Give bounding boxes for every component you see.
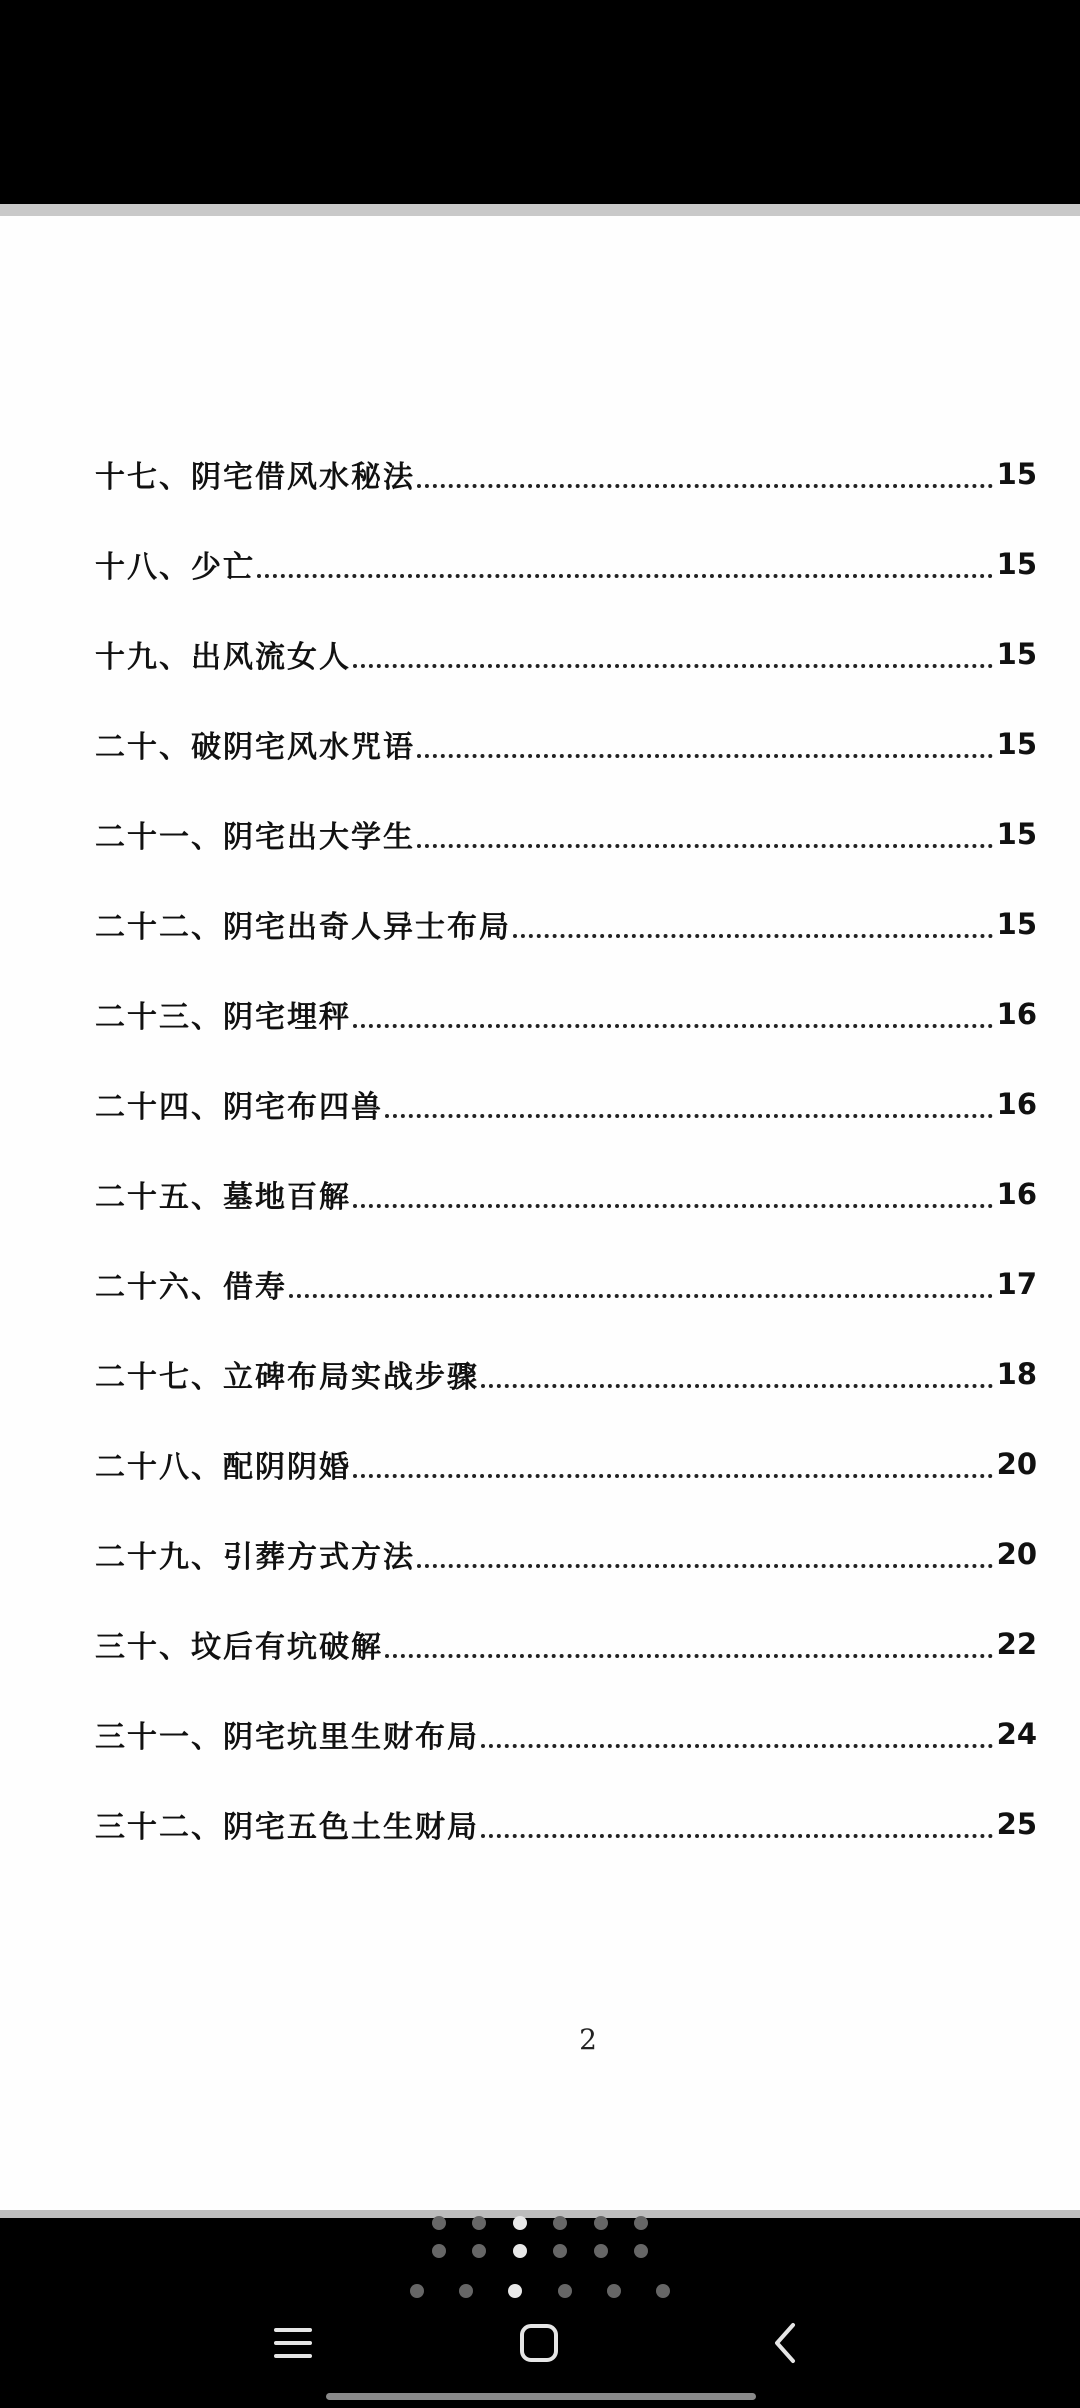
page-dot[interactable]	[656, 2284, 670, 2298]
toc-entry-page: 15	[996, 817, 1037, 851]
toc-entry-title: 二十、破阴宅风水咒语	[95, 730, 415, 765]
toc-entry-title: 十八、少亡	[95, 550, 255, 585]
toc-leader-dots	[481, 1802, 993, 1838]
toc-entry[interactable]	[95, 1419, 1037, 1509]
toc-entry-page: 25	[996, 1807, 1037, 1841]
page-dot-active[interactable]	[513, 2244, 527, 2258]
home-square-icon	[519, 2323, 559, 2367]
toc-entry-page: 16	[996, 1087, 1037, 1121]
page-indicator-row	[432, 2216, 648, 2230]
toc-entry[interactable]	[95, 1329, 1037, 1419]
toc-entry-page: 18	[996, 1357, 1037, 1391]
toc-entry[interactable]	[95, 1689, 1037, 1779]
toc-entry[interactable]	[95, 1059, 1037, 1149]
toc-entry-page: 15	[996, 907, 1037, 941]
toc-entry-title: 二十四、阴宅布四兽	[95, 1090, 383, 1125]
document-page[interactable]	[0, 216, 1080, 2210]
toc-entry-title: 二十八、配阴阴婚	[95, 1450, 351, 1485]
toc-entry-title: 二十二、阴宅出奇人异士布局	[95, 910, 511, 945]
page-indicator-row	[410, 2284, 670, 2298]
toc-leader-dots	[353, 632, 993, 668]
toc-entry-title: 二十五、墓地百解	[95, 1180, 351, 1215]
page-dot[interactable]	[553, 2244, 567, 2258]
page-dot[interactable]	[472, 2216, 486, 2230]
home-button[interactable]	[484, 2300, 594, 2390]
toc-entry[interactable]	[95, 519, 1037, 609]
page-dot[interactable]	[634, 2216, 648, 2230]
toc-entry-title: 二十六、借寿	[95, 1270, 287, 1305]
toc-leader-dots	[417, 1532, 993, 1568]
toc-entry[interactable]	[95, 879, 1037, 969]
menu-lines-icon	[273, 2326, 313, 2364]
toc-entry-title: 十九、出风流女人	[95, 640, 351, 675]
page-dot[interactable]	[472, 2244, 486, 2258]
toc-entry[interactable]	[95, 1239, 1037, 1329]
toc-entry-title: 二十一、阴宅出大学生	[95, 820, 415, 855]
toc-leader-dots	[353, 1172, 993, 1208]
toc-entry-page: 17	[996, 1267, 1037, 1301]
toc-leader-dots	[481, 1352, 993, 1388]
toc-entry[interactable]	[95, 429, 1037, 519]
system-navigation-bar	[0, 2300, 1080, 2408]
toc-entry-title: 三十一、阴宅坑里生财布局	[95, 1720, 479, 1755]
toc-entry-title: 二十七、立碑布局实战步骤	[95, 1360, 479, 1395]
toc-entry-page: 15	[996, 457, 1037, 491]
toc-leader-dots	[513, 902, 993, 938]
toc-leader-dots	[417, 812, 993, 848]
toc-entry-page: 15	[996, 637, 1037, 671]
toc-entry[interactable]	[95, 1779, 1037, 1869]
toc-leader-dots	[481, 1712, 993, 1748]
toc-entry[interactable]	[95, 789, 1037, 879]
back-button[interactable]	[730, 2300, 840, 2390]
toc-leader-dots	[353, 992, 993, 1028]
page-dot-active[interactable]	[508, 2284, 522, 2298]
page-dot[interactable]	[594, 2244, 608, 2258]
toc-leader-dots	[417, 722, 993, 758]
toc-entry-page: 16	[996, 1177, 1037, 1211]
page-dot-active[interactable]	[513, 2216, 527, 2230]
document-page-number: 2	[579, 2023, 597, 2056]
back-chevron-icon	[771, 2321, 799, 2369]
toc-leader-dots	[257, 542, 993, 578]
toc-entry-page: 20	[996, 1537, 1037, 1571]
page-dot[interactable]	[459, 2284, 473, 2298]
toc-entry-page: 15	[996, 547, 1037, 581]
toc-entry[interactable]	[95, 1149, 1037, 1239]
toc-leader-dots	[289, 1262, 993, 1298]
toc-leader-dots	[417, 452, 993, 488]
toc-entry-page: 20	[996, 1447, 1037, 1481]
page-dot[interactable]	[607, 2284, 621, 2298]
toc-entry-page: 22	[996, 1627, 1037, 1661]
toc-entry[interactable]	[95, 969, 1037, 1059]
toc-entry-title: 三十二、阴宅五色土生财局	[95, 1810, 479, 1845]
page-indicator[interactable]	[410, 2202, 670, 2302]
recents-button[interactable]	[238, 2300, 348, 2390]
toc-entry-title: 三十、坟后有坑破解	[95, 1630, 383, 1665]
toc-entry-page: 15	[996, 727, 1037, 761]
page-dot[interactable]	[432, 2216, 446, 2230]
table-of-contents	[95, 429, 1037, 1869]
page-indicator-row	[432, 2244, 648, 2258]
toc-leader-dots	[353, 1442, 993, 1478]
toc-entry[interactable]	[95, 1599, 1037, 1689]
toc-entry[interactable]	[95, 609, 1037, 699]
page-dot[interactable]	[553, 2216, 567, 2230]
toc-entry-title: 二十九、引葬方式方法	[95, 1540, 415, 1575]
page-dot[interactable]	[594, 2216, 608, 2230]
page-dot[interactable]	[432, 2244, 446, 2258]
toc-leader-dots	[385, 1622, 993, 1658]
toc-leader-dots	[385, 1082, 993, 1118]
page-dot[interactable]	[410, 2284, 424, 2298]
gesture-home-indicator[interactable]	[326, 2393, 756, 2400]
toc-entry-page: 24	[996, 1717, 1037, 1751]
top-divider	[0, 204, 1080, 216]
page-dot[interactable]	[634, 2244, 648, 2258]
page-dot[interactable]	[558, 2284, 572, 2298]
toc-entry-title: 二十三、阴宅埋秤	[95, 1000, 351, 1035]
toc-entry[interactable]	[95, 699, 1037, 789]
top-black-bar	[0, 0, 1080, 204]
toc-entry-page: 16	[996, 997, 1037, 1031]
toc-entry[interactable]	[95, 1509, 1037, 1599]
toc-entry-title: 十七、阴宅借风水秘法	[95, 460, 415, 495]
